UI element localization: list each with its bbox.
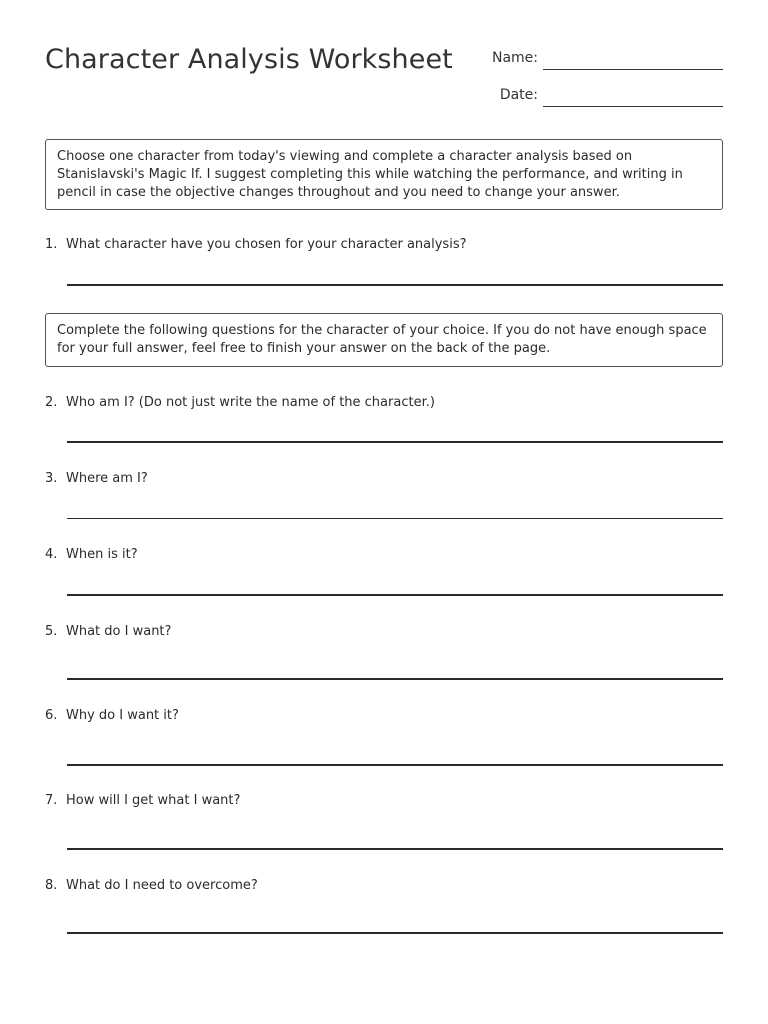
question-6 [45,708,179,723]
question-1 [45,237,467,252]
question-4 [45,547,138,562]
questions-instructions-box: Complete the following questions for the character of your choice. If you do not have enough space for your full answer, feel free to finish your answer on the back of the page. [45,313,723,367]
question-text: When is it? [66,547,138,562]
question-text: Where am I? [66,471,148,486]
page-title: Character Analysis Worksheet [45,44,453,75]
question-number: 4. [45,547,58,562]
question-text: What do I need to overcome? [66,878,258,893]
question-number: 3. [45,471,58,486]
question-8 [45,878,258,893]
name-label: Name: [491,50,538,66]
question-number: 5. [45,624,58,639]
question-2 [45,395,435,410]
answer-line-2[interactable] [67,441,723,443]
date-field[interactable] [543,106,723,107]
intro-instructions-box: Choose one character from today's viewing and complete a character analysis based on Stanislavski's Magic If. I suggest completing this while watching the performance, and writing in pencil in case the objective changes throughout and you need to change your answer. [45,139,723,210]
question-number: 7. [45,793,58,808]
question-number: 1. [45,237,58,252]
question-text: How will I get what I want? [66,793,241,808]
question-text: What character have you chosen for your character analysis? [66,237,467,252]
question-text: What do I want? [66,624,172,639]
answer-line-8[interactable] [67,932,723,934]
question-7 [45,793,240,808]
answer-line-7[interactable] [67,848,723,850]
question-5 [45,624,171,639]
date-label: Date: [499,87,538,103]
answer-line-5[interactable] [67,678,723,680]
name-field[interactable] [543,69,723,70]
question-number: 6. [45,708,58,723]
answer-line-4[interactable] [67,594,723,596]
answer-line-6[interactable] [67,764,723,766]
question-3 [45,471,148,486]
question-text: Why do I want it? [66,708,179,723]
answer-line-1[interactable] [67,284,723,286]
question-text: Who am I? (Do not just write the name of the character.) [66,395,435,410]
answer-line-3[interactable] [67,518,723,519]
question-number: 2. [45,395,58,410]
question-number: 8. [45,878,58,893]
